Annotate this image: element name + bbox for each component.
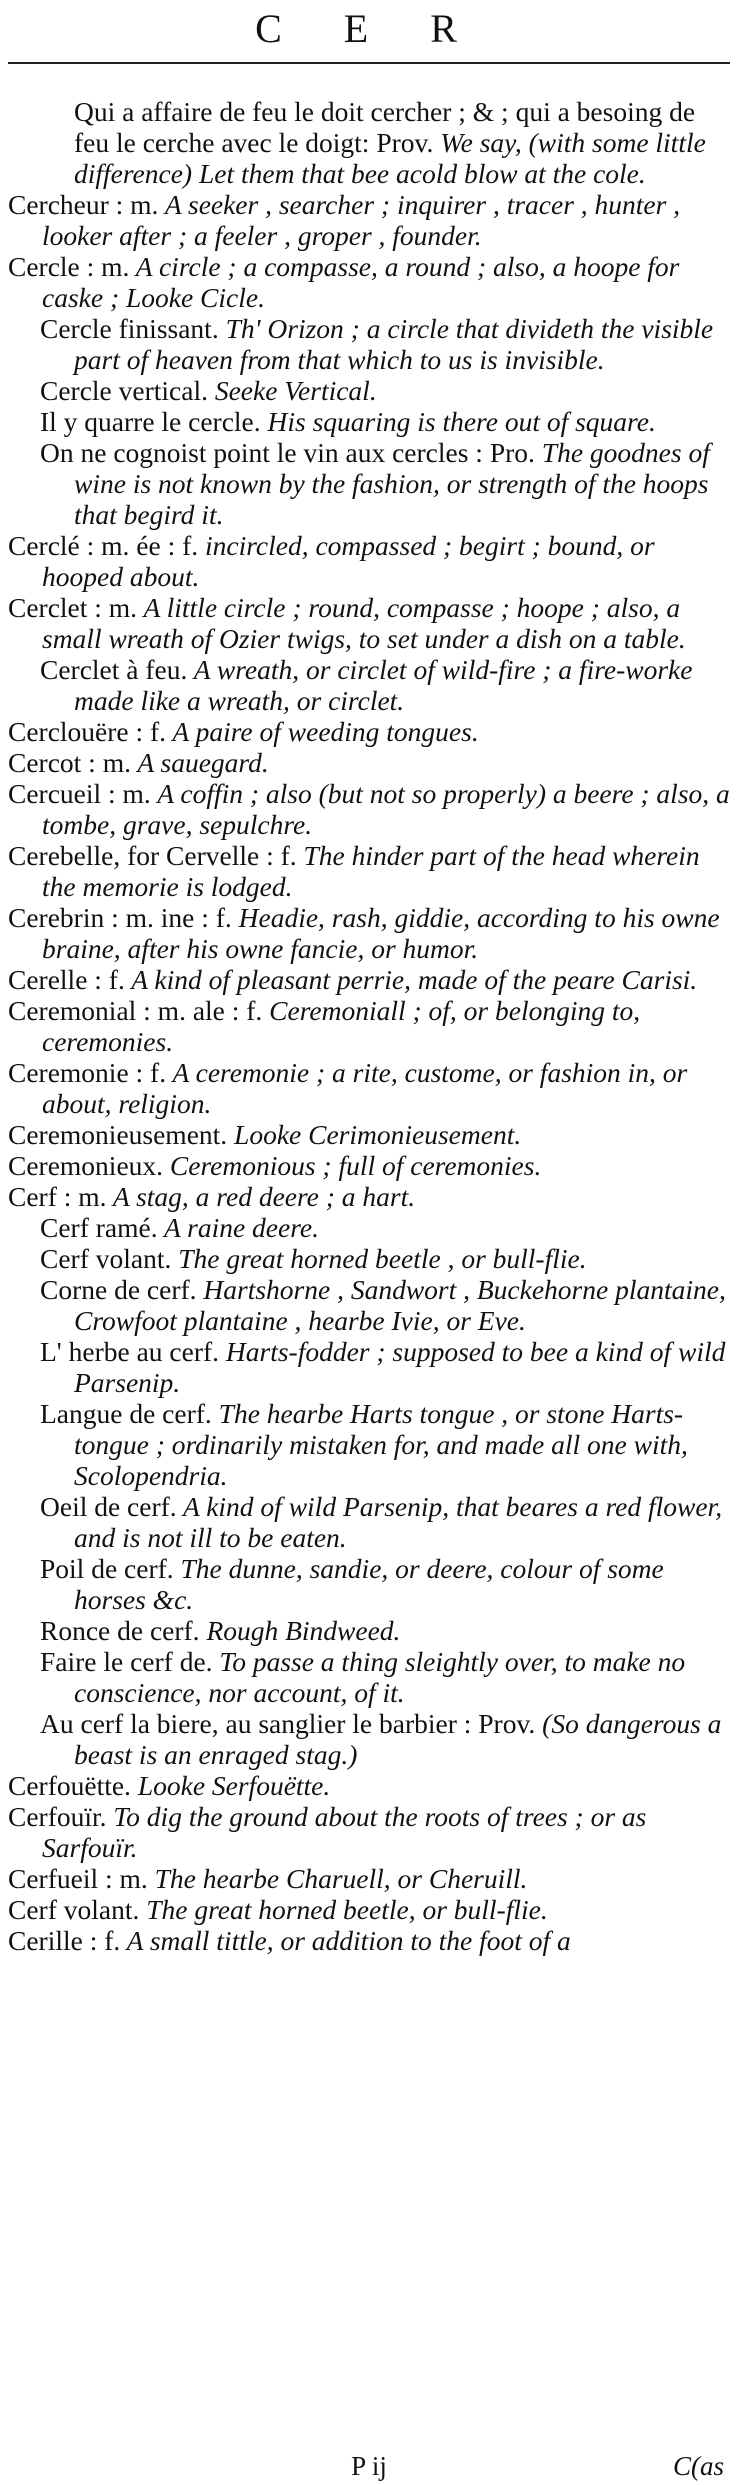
entry-headword: Cercot : m. xyxy=(8,747,131,778)
entry-headword: Ronce de cerf. xyxy=(40,1615,200,1646)
entry-definition: A seeker , searcher ; inquirer , tracer , hunter , looker after ; a feeler , groper , founder. xyxy=(42,189,681,251)
entry-definition: Th' Orizon ; a circle that divideth the visible part of heaven from that which to us is invisible. xyxy=(74,313,714,375)
entry-headword: Cerf : m. xyxy=(8,1181,107,1212)
entry-definition: A ceremonie ; a rite, custome, or fashion in, or about, religion. xyxy=(42,1057,688,1119)
dictionary-entry xyxy=(8,840,730,902)
dictionary-entry xyxy=(8,1646,730,1708)
dictionary-entry xyxy=(8,1119,730,1150)
entry-definition: A kind of pleasant perrie, made of the peare Carisi. xyxy=(124,964,698,995)
entry-definition: The great horned beetle, or bull-flie. xyxy=(139,1894,548,1925)
entry-definition: A wreath, or circlet of wild-fire ; a fire-worke made like a wreath, or circlet. xyxy=(74,654,693,716)
entry-headword: Poil de cerf. xyxy=(40,1553,174,1584)
entry-headword: Ceremonial : m. ale : f. xyxy=(8,995,263,1026)
entry-definition: A raine deere. xyxy=(157,1212,319,1243)
entry-definition: The goodnes of wine is not known by the fashion, or strength of the hoops that begird it. xyxy=(74,437,710,530)
dictionary-entry xyxy=(8,1801,730,1863)
signature-mark: P ij xyxy=(351,2451,387,2481)
entry-headword: Il y quarre le cercle. xyxy=(40,406,261,437)
entry-definition: A circle ; a compasse, a round ; also, a hoope for caske ; Looke Cicle. xyxy=(42,251,680,313)
entry-headword: Cercle : m. xyxy=(8,251,130,282)
entry-headword: L' herbe au cerf. xyxy=(40,1336,220,1367)
entry-headword: Cerclé : m. ée : f. xyxy=(8,530,199,561)
dictionary-entry xyxy=(8,1615,730,1646)
entry-definition: A paire of weeding tongues. xyxy=(166,716,479,747)
dictionary-entry xyxy=(8,96,730,189)
dictionary-entry xyxy=(8,1274,730,1336)
entry-definition: Ceremoniall ; of, or belonging to, ceremonies. xyxy=(42,995,641,1057)
entry-headword: Cerclouëre : f. xyxy=(8,716,167,747)
entry-definition: The dunne, sandie, or deere, colour of some horses &c. xyxy=(74,1553,664,1615)
dictionary-entry xyxy=(8,1057,730,1119)
entry-headword: Faire le cerf de. xyxy=(40,1646,213,1677)
entry-headword: Cerfueil : m. xyxy=(8,1863,148,1894)
entry-definition: Seeke Vertical. xyxy=(207,375,377,406)
dictionary-entry xyxy=(8,530,730,592)
catchword: C(as xyxy=(672,2451,724,2481)
entry-headword: Cerf volant. xyxy=(40,1243,172,1274)
dictionary-entry xyxy=(8,1770,730,1801)
entry-definition: The great horned beetle , or bull-flie. xyxy=(171,1243,587,1274)
entry-definition: Harts-fodder ; supposed to bee a kind of wild Parsenip. xyxy=(74,1336,726,1398)
dictionary-entry xyxy=(8,1925,730,1956)
entry-definition: A kind of wild Parsenip, that beares a red flower, and is not ill to be eaten. xyxy=(74,1491,723,1553)
entry-headword: Oeil de cerf. xyxy=(40,1491,177,1522)
dictionary-entry xyxy=(8,251,730,313)
entry-definition: Ceremonious ; full of ceremonies. xyxy=(163,1150,542,1181)
entry-definition: Rough Bindweed. xyxy=(199,1615,401,1646)
entry-headword: Cercle finissant. xyxy=(40,313,219,344)
page-footer xyxy=(8,2451,730,2483)
dictionary-entry xyxy=(8,1336,730,1398)
entry-headword: Corne de cerf. xyxy=(40,1274,197,1305)
entry-headword: Cercueil : m. xyxy=(8,778,151,809)
entry-definition: (So dangerous a beast is an enraged stag.) xyxy=(74,1708,722,1770)
entry-definition: incircled, compassed ; begirt ; bound, or hooped about. xyxy=(42,530,655,592)
dictionary-entry xyxy=(8,747,730,778)
entry-definition: A small tittle, or addition to the foot of a xyxy=(120,1925,571,1956)
entry-definition: A stag, a red deere ; a hart. xyxy=(106,1181,416,1212)
entry-definition: To dig the ground about the roots of trees ; or as Sarfouïr. xyxy=(42,1801,647,1863)
header-rule xyxy=(8,62,730,64)
dictionary-entry xyxy=(8,654,730,716)
entry-definition: Hartshorne , Sandwort , Buckehorne plantaine, Crowfoot plantaine , hearbe Ivie, or Eve. xyxy=(74,1274,726,1336)
dictionary-entry xyxy=(8,592,730,654)
dictionary-entry xyxy=(8,1863,730,1894)
entry-definition: We say, (with some little difference) Let them that bee acold blow at the cole. xyxy=(74,127,706,189)
dictionary-entry xyxy=(8,964,730,995)
entry-headword: Cerf volant. xyxy=(8,1894,140,1925)
dictionary-entry xyxy=(8,1894,730,1925)
entry-headword: Au cerf la biere, au sanglier le barbier : Prov. xyxy=(40,1708,536,1739)
entry-headword: Ceremonieux. xyxy=(8,1150,164,1181)
entry-definition: Headie, rash, giddie, according to his owne braine, after his owne fancie, or humor. xyxy=(42,902,720,964)
entry-definition: A coffin ; also (but not so properly) a beere ; also, a tombe, grave, sepulchre. xyxy=(42,778,730,840)
entry-headword: On ne cognoist point le vin aux cercles : Pro. xyxy=(40,437,535,468)
entry-headword: Cerfouïr. xyxy=(8,1801,107,1832)
entry-headword: Cerebrin : m. ine : f. xyxy=(8,902,232,933)
dictionary-entry xyxy=(8,1491,730,1553)
entry-headword: Langue de cerf. xyxy=(40,1398,212,1429)
entry-headword: Cerclet : m. xyxy=(8,592,138,623)
dictionary-entry xyxy=(8,1553,730,1615)
dictionary-entry xyxy=(8,375,730,406)
dictionary-entry xyxy=(8,716,730,747)
entry-headword: Cerebelle, for Cervelle : f. xyxy=(8,840,297,871)
entry-headword: Cercheur : m. xyxy=(8,189,159,220)
dictionary-entry xyxy=(8,778,730,840)
entry-definition: A sauegard. xyxy=(130,747,269,778)
entry-headword: Ceremonieusement. xyxy=(8,1119,228,1150)
dictionary-entry xyxy=(8,1181,730,1212)
entry-definition: His squaring is there out of square. xyxy=(260,406,656,437)
dictionary-entry xyxy=(8,1212,730,1243)
dictionary-entry xyxy=(8,1243,730,1274)
entry-headword: Ceremonie : f. xyxy=(8,1057,167,1088)
entry-definition: To passe a thing sleightly over, to make no conscience, nor account, of it. xyxy=(74,1646,686,1708)
entry-headword: Cerille : f. xyxy=(8,1925,121,1956)
dictionary-entry xyxy=(8,1150,730,1181)
dictionary-entry xyxy=(8,1708,730,1770)
entry-headword: Cerclet à feu. xyxy=(40,654,188,685)
dictionary-entry xyxy=(8,313,730,375)
entry-headword: Cercle vertical. xyxy=(40,375,208,406)
entry-definition: Looke Cerimonieusement. xyxy=(227,1119,522,1150)
dictionary-entry xyxy=(8,189,730,251)
entry-definition: The hearbe Charuell, or Cheruill. xyxy=(147,1863,528,1894)
entry-headword: Cerelle : f. xyxy=(8,964,125,995)
entry-definition: A little circle ; round, compasse ; hoope ; also, a small wreath of Ozier twigs, to set under a dish on a table. xyxy=(42,592,686,654)
dictionary-entry xyxy=(8,995,730,1057)
dictionary-entry xyxy=(8,437,730,530)
dictionary-entry xyxy=(8,902,730,964)
entries-list xyxy=(8,96,730,1956)
entry-definition: Looke Serfouëtte. xyxy=(130,1770,331,1801)
entry-headword: Cerfouëtte. xyxy=(8,1770,131,1801)
entry-headword: Qui a affaire de feu le doit cercher ; & ; qui a besoing de feu le cerche avec le doigt: Prov. xyxy=(74,96,696,158)
dictionary-entry xyxy=(8,406,730,437)
dictionary-entry xyxy=(8,1398,730,1491)
entry-headword: Cerf ramé. xyxy=(40,1212,158,1243)
page-heading: C E R xyxy=(255,6,483,51)
entry-definition: The hearbe Harts tongue , or stone Harts-tongue ; ordinarily mistaken for, and made all one with, Scolopendria. xyxy=(74,1398,688,1491)
entry-definition: The hinder part of the head wherein the memorie is lodged. xyxy=(42,840,700,902)
